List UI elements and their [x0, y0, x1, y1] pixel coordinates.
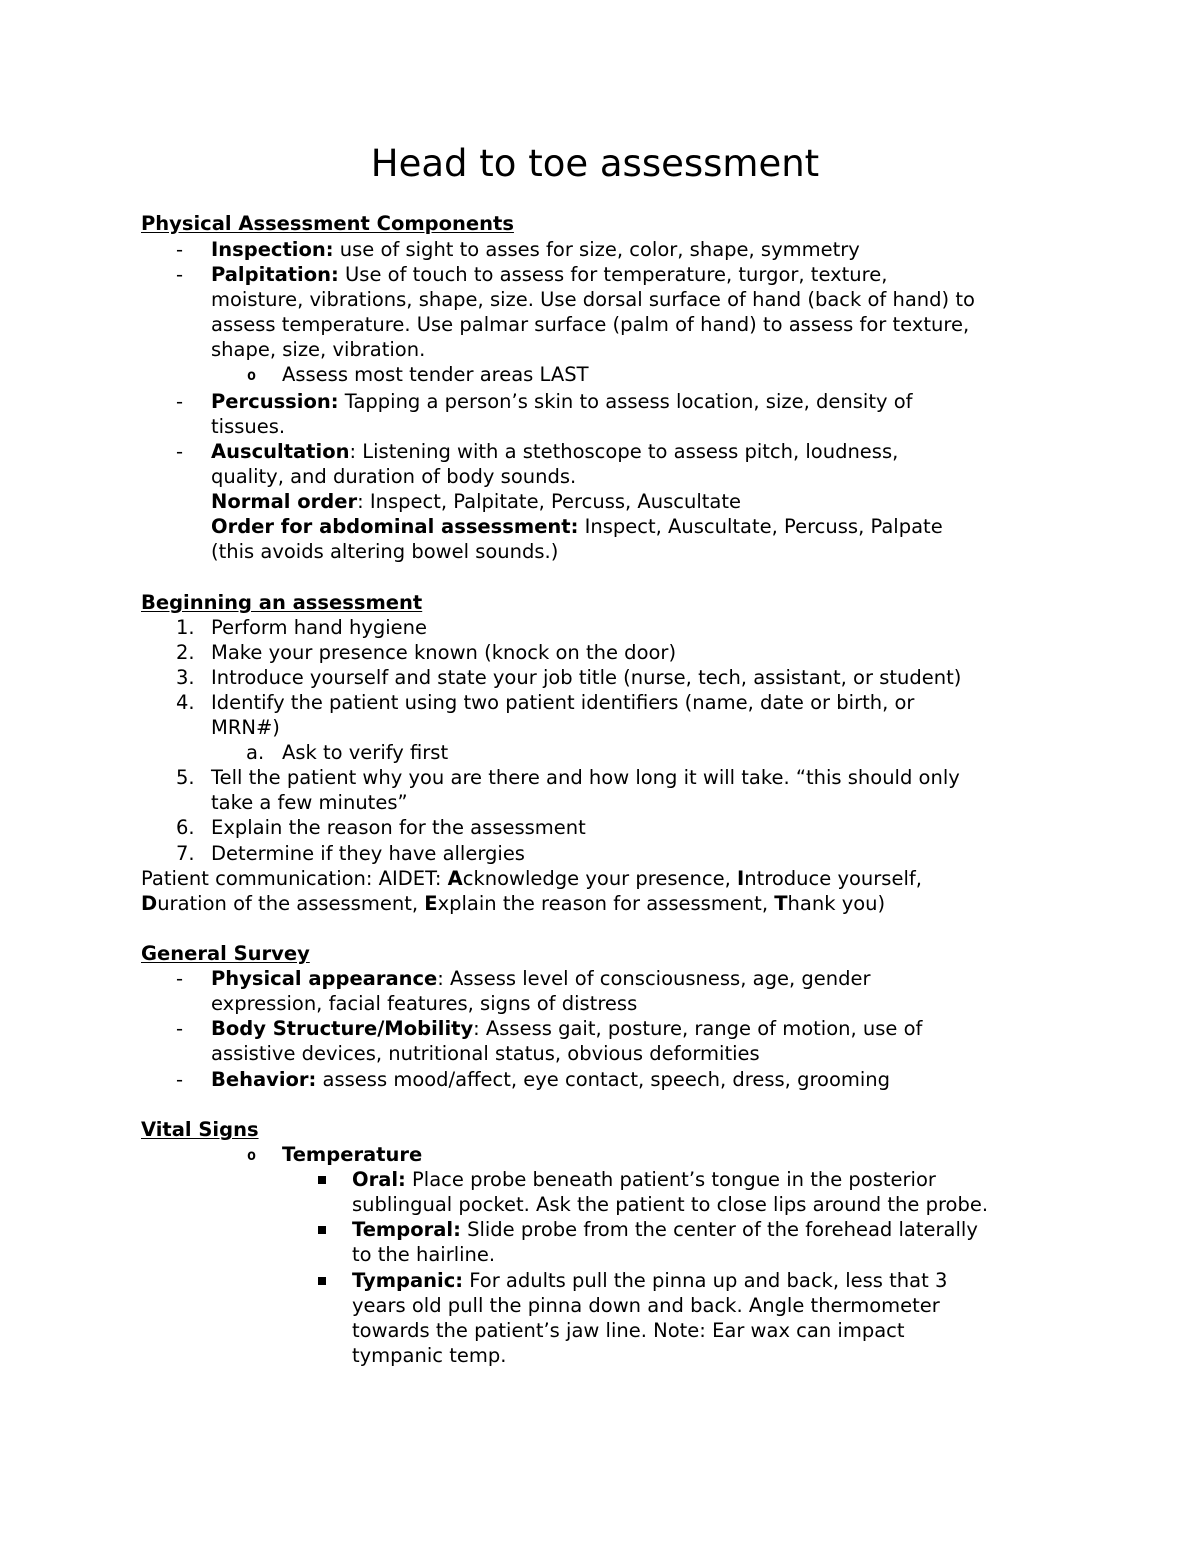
oral-term: Oral:: [352, 1168, 406, 1191]
aidet-a-rest: cknowledge your presence,: [462, 867, 737, 890]
temperature-label: [282, 1142, 422, 1167]
auscultation-line-2: quality, and duration of body sounds.: [211, 465, 577, 488]
percussion-item: [211, 389, 913, 414]
body-structure-line-2: assistive devices, nutritional status, obvious deformities: [211, 1042, 760, 1065]
aidet-letter-d: D: [141, 892, 158, 915]
auscultation-item: [211, 439, 898, 464]
aidet-letter-e: E: [424, 892, 438, 915]
percussion-text: Tapping a person’s skin to assess location, size, density of: [338, 390, 913, 413]
step-number: 1.: [176, 616, 195, 639]
step-item: Tell the patient why you are there and how long it will take. “this should only: [211, 766, 960, 789]
document-title: Head to toe assessment: [370, 142, 820, 185]
step-number: 5.: [176, 766, 195, 789]
dash-bullet: -: [176, 238, 184, 261]
tympanic-text: For adults pull the pinna up and back, less that 3: [463, 1269, 948, 1292]
aidet-letter-t: T: [774, 892, 788, 915]
step-item-cont: MRN#): [211, 716, 280, 739]
dash-bullet: -: [176, 1017, 184, 1040]
aidet-line-2: [141, 891, 885, 916]
behavior-item: [211, 1067, 890, 1092]
aidet-letter-a: A: [447, 867, 463, 890]
step-item: Determine if they have allergies: [211, 842, 525, 865]
palpitation-line-3: assess temperature. Use palmar surface (palm of hand) to assess for texture,: [211, 313, 970, 336]
temporal-text: Slide probe from the center of the forehead laterally: [460, 1218, 978, 1241]
temporal-item: [352, 1217, 978, 1242]
auscultation-term: Auscultation: [211, 440, 350, 463]
step-number: 4.: [176, 691, 195, 714]
appearance-item: [211, 966, 870, 991]
dash-bullet: -: [176, 967, 184, 990]
sub-step-item: Ask to verify first: [282, 741, 449, 764]
abdominal-order-text: Inspect, Auscultate, Percuss, Palpate: [578, 515, 943, 538]
behavior-term: Behavior:: [211, 1068, 317, 1091]
abdominal-order: [211, 514, 943, 539]
appearance-term: Physical appearance: [211, 967, 438, 990]
dash-bullet: -: [176, 440, 184, 463]
percussion-line-2: tissues.: [211, 415, 286, 438]
step-item: Perform hand hygiene: [211, 616, 428, 639]
tympanic-term: Tympanic:: [352, 1269, 464, 1292]
section-heading-general: General Survey: [141, 942, 310, 965]
inspection-text: use of sight to asses for size, color, shape, symmetry: [333, 238, 860, 261]
behavior-text: assess mood/affect, eye contact, speech, dress, grooming: [316, 1068, 891, 1091]
section-heading-vitals: Vital Signs: [141, 1118, 259, 1141]
step-item: Make your presence known (knock on the door): [211, 641, 677, 664]
palpitation-item: [211, 262, 887, 287]
aidet-letter-i: I: [737, 867, 745, 890]
square-bullet-icon: [318, 1226, 326, 1234]
step-item-cont: take a few minutes”: [211, 791, 408, 814]
oral-item: [352, 1167, 936, 1192]
normal-order: [211, 489, 741, 514]
palpitation-text: Use of touch to assess for temperature, turgor, texture,: [338, 263, 888, 286]
normal-order-term: Normal order: [211, 490, 358, 513]
circle-bullet-icon: o: [247, 366, 257, 384]
dash-bullet: -: [176, 263, 184, 286]
oral-text: Place probe beneath patient’s tongue in the posterior: [405, 1168, 936, 1191]
aidet-lead: Patient communication: AIDET:: [141, 867, 448, 890]
abdominal-order-term: Order for abdominal assessment:: [211, 515, 579, 538]
dash-bullet: -: [176, 1068, 184, 1091]
tympanic-line-4: tympanic temp.: [352, 1344, 507, 1367]
palpitation-sub-item: Assess most tender areas LAST: [282, 363, 589, 386]
palpitation-line-4: shape, size, vibration.: [211, 338, 426, 361]
body-structure-term: Body Structure/Mobility: [211, 1017, 474, 1040]
section-heading-beginning: Beginning an assessment: [141, 591, 423, 614]
body-structure-item: [211, 1016, 922, 1041]
aidet-e-rest: xplain the reason for assessment,: [437, 892, 775, 915]
aidet-i-rest: ntroduce yourself,: [744, 867, 922, 890]
auscultation-text: : Listening with a stethoscope to assess pitch, loudness,: [349, 440, 899, 463]
palpitation-term: Palpitation:: [211, 263, 339, 286]
aidet-d-rest: uration of the assessment,: [157, 892, 425, 915]
percussion-term: Percussion:: [211, 390, 339, 413]
tympanic-line-2: years old pull the pinna down and back. Angle thermometer: [352, 1294, 940, 1317]
circle-bullet-icon: o: [247, 1146, 257, 1164]
aidet-t-rest: hank you): [787, 892, 886, 915]
section-heading-physical: Physical Assessment Components: [141, 212, 514, 235]
normal-order-text: : Inspect, Palpitate, Percuss, Auscultate: [357, 490, 742, 513]
step-number: 7.: [176, 842, 195, 865]
step-number: 3.: [176, 666, 195, 689]
oral-line-2: sublingual pocket. Ask the patient to close lips around the probe.: [352, 1193, 989, 1216]
sub-step-marker: a.: [246, 741, 265, 764]
abdominal-order-line-2: (this avoids altering bowel sounds.): [211, 540, 559, 563]
tympanic-item: [352, 1268, 947, 1293]
temporal-term: Temporal:: [352, 1218, 461, 1241]
step-number: 2.: [176, 641, 195, 664]
inspection-term: Inspection:: [211, 238, 334, 261]
inspection-item: [211, 237, 860, 262]
square-bullet-icon: [318, 1277, 326, 1285]
palpitation-line-2: moisture, vibrations, shape, size. Use dorsal surface of hand (back of hand) to: [211, 288, 975, 311]
dash-bullet: -: [176, 390, 184, 413]
step-item: Introduce yourself and state your job title (nurse, tech, assistant, or student): [211, 666, 962, 689]
temporal-line-2: to the hairline.: [352, 1243, 496, 1266]
step-number: 6.: [176, 816, 195, 839]
body-structure-text: : Assess gait, posture, range of motion, use of: [473, 1017, 923, 1040]
tympanic-line-3: towards the patient’s jaw line. Note: Ear wax can impact: [352, 1319, 905, 1342]
square-bullet-icon: [318, 1176, 326, 1184]
step-item: Identify the patient using two patient identifiers (name, date or birth, or: [211, 691, 915, 714]
appearance-line-2: expression, facial features, signs of distress: [211, 992, 638, 1015]
temperature-term: Temperature: [282, 1143, 423, 1166]
appearance-text: : Assess level of consciousness, age, gender: [437, 967, 871, 990]
step-item: Explain the reason for the assessment: [211, 816, 586, 839]
aidet-line-1: [141, 866, 922, 891]
